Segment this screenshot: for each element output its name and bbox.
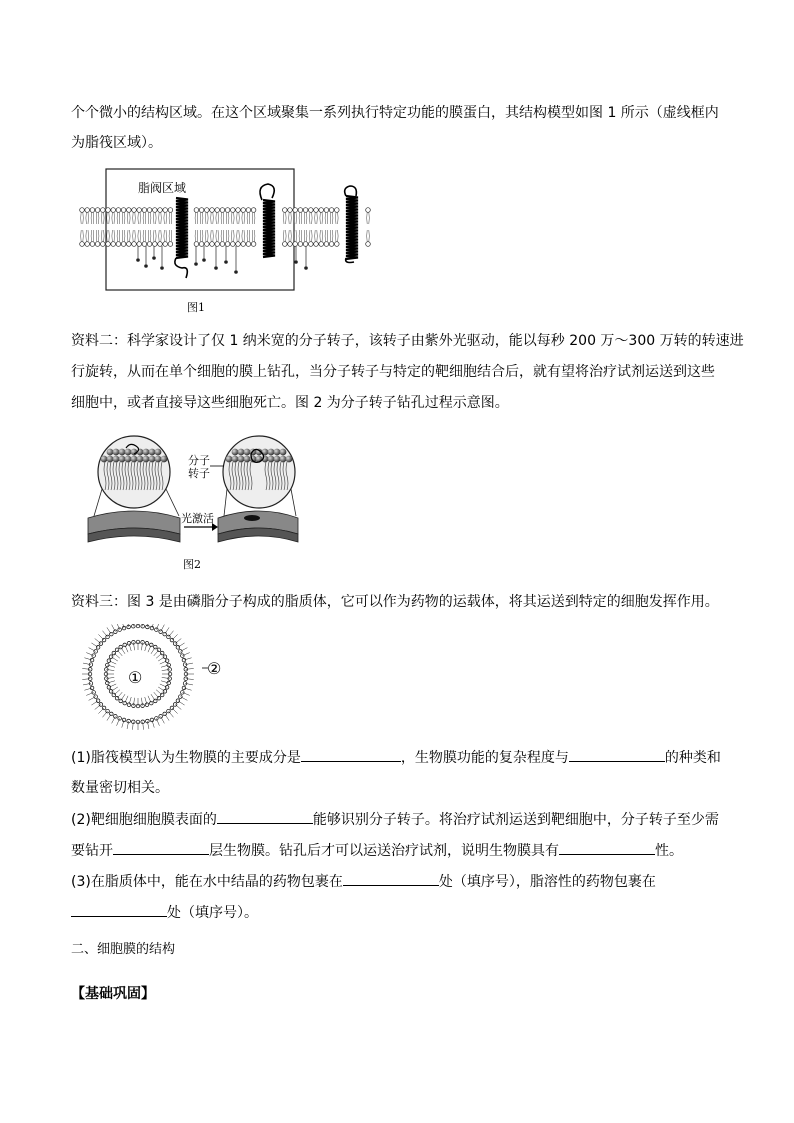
outer-region-label: ② [207, 659, 222, 678]
section-title: 二、细胞膜的结构 [71, 942, 176, 957]
intro-line-2: 为脂筏区域）。 [71, 135, 162, 151]
figure-2 [84, 434, 304, 574]
material-2-line-2: 行旋转，从而在单个细胞的膜上钻孔，当分子转子与特定的靶细胞结合后，就有望将治疗试剂运送到这些 [71, 364, 715, 380]
material-3-line-1: 资料三：图 3 是由磷脂分子构成的脂质体，它可以作为药物的运载体，将其运送到特定的细胞发挥作用。 [71, 594, 719, 610]
material-2-line-1: 资料二：科学家设计了仅 1 纳米宽的分子转子，该转子由紫外光驱动，能以每秒 200 万～300 万转的转速进 [71, 333, 744, 349]
q2-blank-3[interactable] [559, 840, 655, 855]
inner-region-label: ① [128, 668, 143, 687]
question-1-line-2: 数量密切相关。 [71, 780, 169, 796]
q1-text-b: ，生物膜功能的复杂程度与 [400, 750, 569, 766]
zoom-circle-left [94, 436, 179, 516]
q3-blank-2[interactable] [71, 902, 167, 917]
q3-text-c: 处（填序号）。 [167, 905, 258, 921]
figure-2-caption: 图2 [183, 558, 201, 571]
raft-region-label: 脂阀区域 [138, 181, 187, 195]
figure-1 [76, 166, 376, 316]
q2-blank-2[interactable] [113, 840, 209, 855]
material-2-line-3: 细胞中，或者直接导这些细胞死亡。图 2 为分子转子钻孔过程示意图。 [71, 395, 509, 411]
q2-text-c: 要钻开 [71, 843, 113, 859]
intro-line-1: 个个微小的结构区域。在这个区域聚集一系列执行特定功能的膜蛋白，其结构模型如图 1 所示（虚线框内 [71, 105, 719, 121]
membrane-slab-left [88, 511, 180, 542]
q3-text-a: (3)在脂质体中，能在水中结晶的药物包裹在 [71, 874, 343, 890]
q1-blank-1[interactable] [301, 747, 401, 762]
q3-blank-1[interactable] [343, 871, 439, 886]
membrane-slab-right [218, 511, 298, 542]
figure-3 [74, 624, 234, 740]
question-3-line-2 [71, 902, 258, 923]
q1-blank-2[interactable] [569, 747, 665, 762]
q1-text-a: (1)脂筏模型认为生物膜的主要成分是 [71, 750, 301, 766]
question-2-line-1 [71, 809, 719, 830]
activation-label: 光激活 [181, 512, 214, 525]
subsection-title: 【基础巩固】 [71, 986, 155, 1002]
q2-text-e: 性。 [655, 843, 683, 859]
q1-text-c: 的种类和 [664, 750, 721, 766]
q3-text-b: 处（填序号），脂溶性的药物包裹在 [438, 874, 656, 890]
rotor-label-1: 分子 [188, 454, 210, 467]
question-2-line-2 [71, 840, 683, 861]
q2-text-a: (2)靶细胞细胞膜表面的 [71, 812, 217, 828]
rotor-label-2: 转子 [188, 467, 210, 480]
zoom-circle-right [223, 436, 296, 516]
question-1-line-1 [71, 747, 721, 768]
q2-text-d: 层生物膜。钻孔后才可以运送治疗试剂，说明生物膜具有 [209, 843, 559, 859]
question-3-line-1 [71, 871, 656, 892]
liposome-diagram [74, 624, 234, 740]
lipid-raft-diagram [76, 166, 376, 316]
q2-blank-1[interactable] [217, 809, 313, 824]
figure-1-caption: 图1 [187, 301, 205, 314]
q2-text-b: 能够识别分子转子。将治疗试剂运送到靶细胞中，分子转子至少需 [312, 812, 719, 828]
